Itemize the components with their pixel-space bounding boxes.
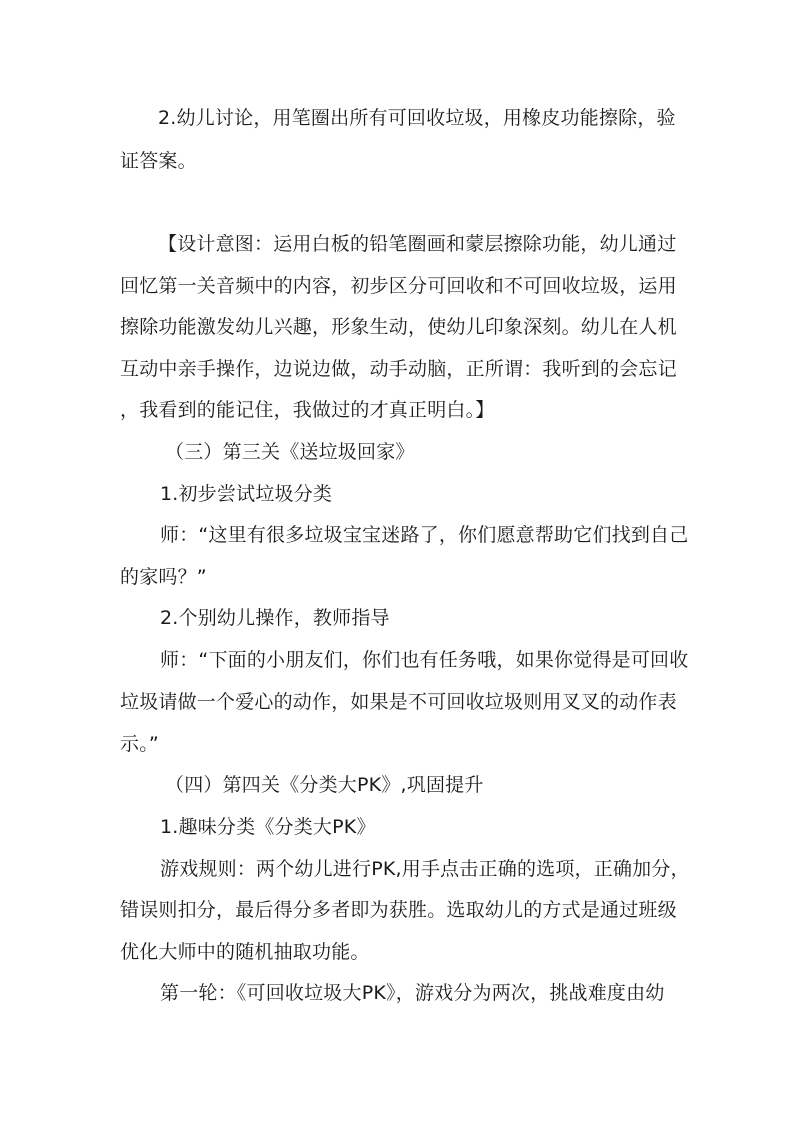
text-line: 证答案。 — [120, 150, 197, 172]
text-line: 的家吗？” — [120, 566, 207, 588]
text-line: 优化大师中的随机抽取功能。 — [120, 941, 370, 963]
design-intent-line: 互动中亲手操作，边说边做，动手动脑，正所谓：我听到的会忘记 — [120, 358, 677, 380]
section-heading: （四）第四关《分类大PK》,巩固提升 — [165, 774, 484, 796]
design-intent-line: 擦除功能激发幼儿兴趣，形象生动，使幼儿印象深刻。幼儿在人机 — [120, 316, 677, 338]
text-line: 第一轮：《可回收垃圾大PK》，游戏分为两次，挑战难度由幼 — [160, 982, 665, 1004]
text-line: 示。” — [120, 733, 159, 755]
text-line: 师：“这里有很多垃圾宝宝迷路了，你们愿意帮助它们找到自己 — [160, 524, 689, 546]
section-heading: （三）第三关《送垃圾回家》 — [165, 441, 415, 463]
text-line: 游戏规则：两个幼儿进行PK,用手点击正确的选项，正确加分， — [160, 858, 690, 880]
text-line: 师：“下面的小朋友们，你们也有任务哦，如果你觉得是可回收 — [160, 649, 689, 671]
design-intent-line: 【设计意图：运用白板的铅笔圈画和蒙层擦除功能，幼儿通过 — [158, 233, 677, 255]
text-line: 垃圾请做一个爱心的动作，如果是不可回收垃圾则用叉叉的动作表 — [120, 691, 677, 713]
text-line: 错误则扣分，最后得分多者即为获胜。选取幼儿的方式是通过班级 — [120, 899, 677, 921]
text-line: 2.个别幼儿操作，教师指导 — [160, 607, 390, 629]
text-line: 1.初步尝试垃圾分类 — [160, 483, 333, 505]
text-line: 1.趣味分类《分类大PK》 — [160, 816, 376, 838]
design-intent-line: ，我看到的能记住，我做过的才真正明白。】 — [120, 399, 495, 421]
text-line: 2.幼儿讨论，用笔圈出所有可回收垃圾，用橡皮功能擦除，验 — [158, 107, 676, 129]
design-intent-line: 回忆第一关音频中的内容，初步区分可回收和不可回收垃圾，运用 — [120, 275, 677, 297]
